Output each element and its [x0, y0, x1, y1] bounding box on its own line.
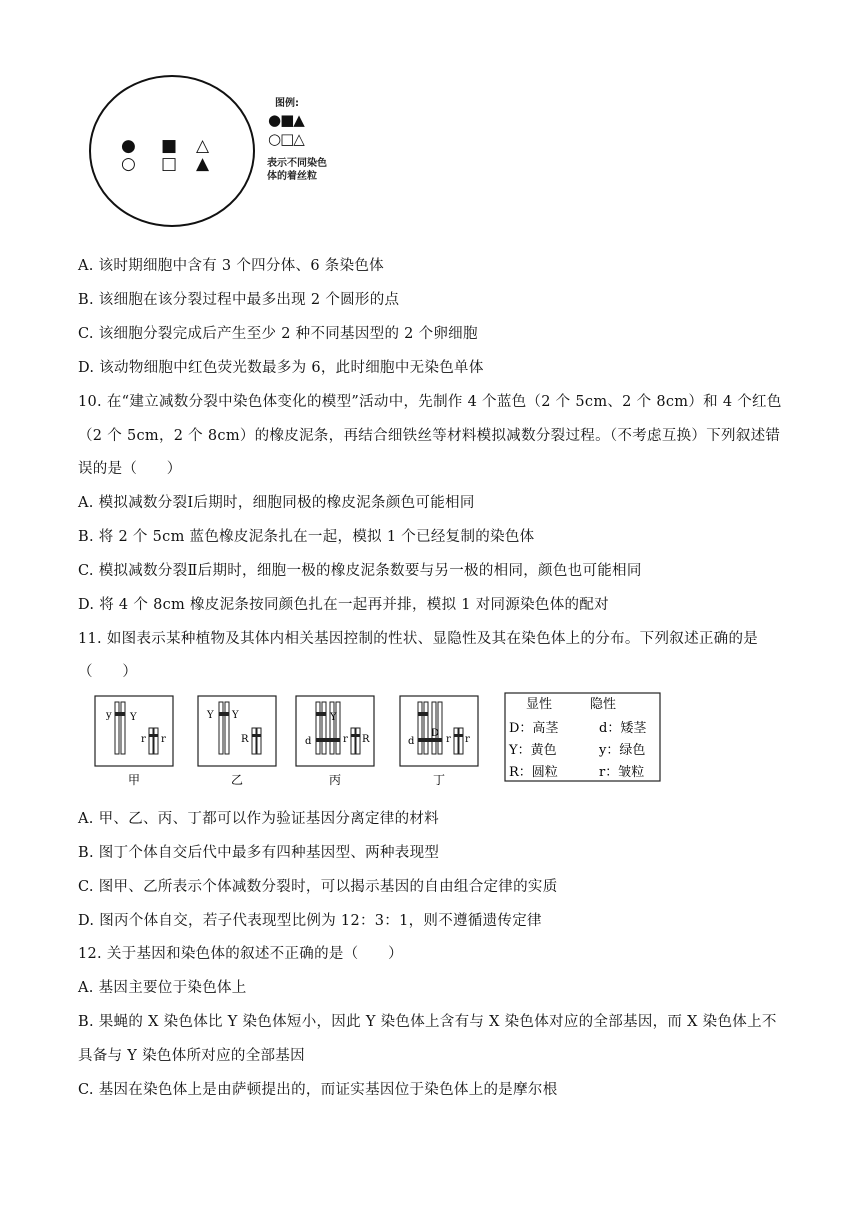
- gene-label: r: [465, 734, 470, 745]
- q11-gene-figure: [90, 690, 680, 790]
- gene-label: Y: [232, 710, 239, 721]
- gene-label: R: [241, 734, 249, 745]
- gene-label: Y: [330, 712, 337, 723]
- legend-description: 体的着丝粒: [267, 171, 317, 182]
- gene-label: d: [305, 736, 312, 747]
- q9-option-c: C. 该细胞分裂完成后产生至少 2 种不同基因型的 2 个卵细胞: [78, 326, 478, 342]
- q10-stem: 误的是（ ）: [78, 461, 182, 477]
- table-cell: R：圆粒: [509, 765, 558, 780]
- cell-ding: [400, 696, 478, 766]
- q11-stem: （ ）: [78, 664, 138, 680]
- centromere-symbol: □: [161, 154, 178, 174]
- cell-caption: 甲: [128, 773, 141, 787]
- q10-option-b: B. 将 2 个 5cm 蓝色橡皮泥条扎在一起，模拟 1 个已经复制的染色体: [78, 529, 535, 545]
- q11-option-a: A. 甲、乙、丙、丁都可以作为验证基因分离定律的材料: [78, 811, 439, 827]
- table-header-dominant: 显性: [526, 697, 553, 712]
- cell-caption: 丁: [433, 773, 446, 787]
- centromere-symbol: ▲: [196, 154, 210, 174]
- q9-option-a: A. 该时期细胞中含有 3 个四分体、6 条染色体: [78, 258, 384, 274]
- gene-label: r: [446, 734, 451, 745]
- centromere-symbol: ■: [161, 136, 178, 156]
- q10-option-d: D. 将 4 个 8cm 橡皮泥条按同颜色扎在一起再并排，模拟 1 对同源染色体的配对: [78, 597, 609, 613]
- table-cell: r：皱粒: [599, 765, 645, 780]
- gene-label: r: [161, 734, 166, 745]
- cell-bing: [296, 696, 374, 766]
- table-cell: y：绿色: [599, 743, 646, 758]
- cell-yi: [198, 696, 276, 766]
- table-header-recessive: 隐性: [590, 697, 617, 712]
- gene-label: r: [343, 734, 348, 745]
- q12-option-a: A. 基因主要位于染色体上: [78, 980, 247, 996]
- gene-label: Y: [130, 712, 137, 723]
- legend-hollow-symbols: ○□△: [268, 130, 304, 148]
- q12-option-c: C. 基因在染色体上是由萨顿提出的，而证实基因位于染色体上的是摩尔根: [78, 1082, 558, 1098]
- table-cell: D：高茎: [509, 721, 559, 736]
- gene-label: y: [106, 710, 112, 721]
- centromere-symbol: △: [196, 136, 210, 156]
- q10-stem: 10. 在“建立减数分裂中染色体变化的模型”活动中，先制作 4 个蓝色（2 个 5cm、2 个 8cm）和 4 个红色: [78, 394, 782, 410]
- cell-caption: 乙: [231, 773, 244, 787]
- q11-option-c: C. 图甲、乙所表示个体减数分裂时，可以揭示基因的自由组合定律的实质: [78, 879, 558, 895]
- centromere-symbol: ○: [121, 154, 136, 174]
- q10-option-c: C. 模拟减数分裂Ⅱ后期时，细胞一极的橡皮泥条数要与另一极的相同，颜色也可能相同: [78, 563, 642, 579]
- q9-option-d: D. 该动物细胞中红色荧光数最多为 6，此时细胞中无染色单体: [78, 360, 484, 376]
- gene-label: Y: [207, 710, 214, 721]
- q11-option-b: B. 图丁个体自交后代中最多有四种基因型、两种表现型: [78, 845, 440, 861]
- trait-table: [505, 693, 660, 781]
- centromere-symbol: ●: [121, 136, 136, 156]
- table-cell: Y：黄色: [509, 743, 557, 758]
- q10-stem: （2 个 5cm，2 个 8cm）的橡皮泥条，再结合细铁丝等材料模拟减数分裂过程。（不考虑互换）下列叙述错: [78, 428, 781, 444]
- q11-option-d: D. 图丙个体自交，若子代表现型比例为 12：3：1，则不遵循遗传定律: [78, 913, 542, 929]
- legend-description: 表示不同染色: [267, 158, 327, 169]
- legend-title: 图例:: [275, 98, 299, 109]
- gene-label: D: [431, 728, 440, 739]
- q12-option-b-cont: 具备与 Y 染色体所对应的全部基因: [78, 1048, 305, 1064]
- gene-label: d: [408, 736, 415, 747]
- q9-option-b: B. 该细胞在该分裂过程中最多出现 2 个圆形的点: [78, 292, 400, 308]
- q12-stem: 12. 关于基因和染色体的叙述不正确的是（ ）: [78, 946, 403, 962]
- gene-label: r: [141, 734, 146, 745]
- q11-stem: 11. 如图表示某种植物及其体内相关基因控制的性状、显隐性及其在染色体上的分布。下列叙述正确的是: [78, 631, 759, 647]
- table-cell: d：矮茎: [599, 721, 647, 736]
- q10-option-a: A. 模拟减数分裂Ⅰ后期时，细胞同极的橡皮泥条颜色可能相同: [78, 495, 475, 511]
- legend-filled-symbols: ●■▲: [268, 111, 304, 129]
- cell-figure: [88, 75, 256, 227]
- q12-option-b: B. 果蝇的 X 染色体比 Y 染色体短小，因此 Y 染色体上含有与 X 染色体对应的全部基因，而 X 染色体上不: [78, 1014, 777, 1030]
- cell-jia: [95, 696, 173, 766]
- gene-label: R: [362, 734, 370, 745]
- cell-caption: 丙: [329, 773, 342, 787]
